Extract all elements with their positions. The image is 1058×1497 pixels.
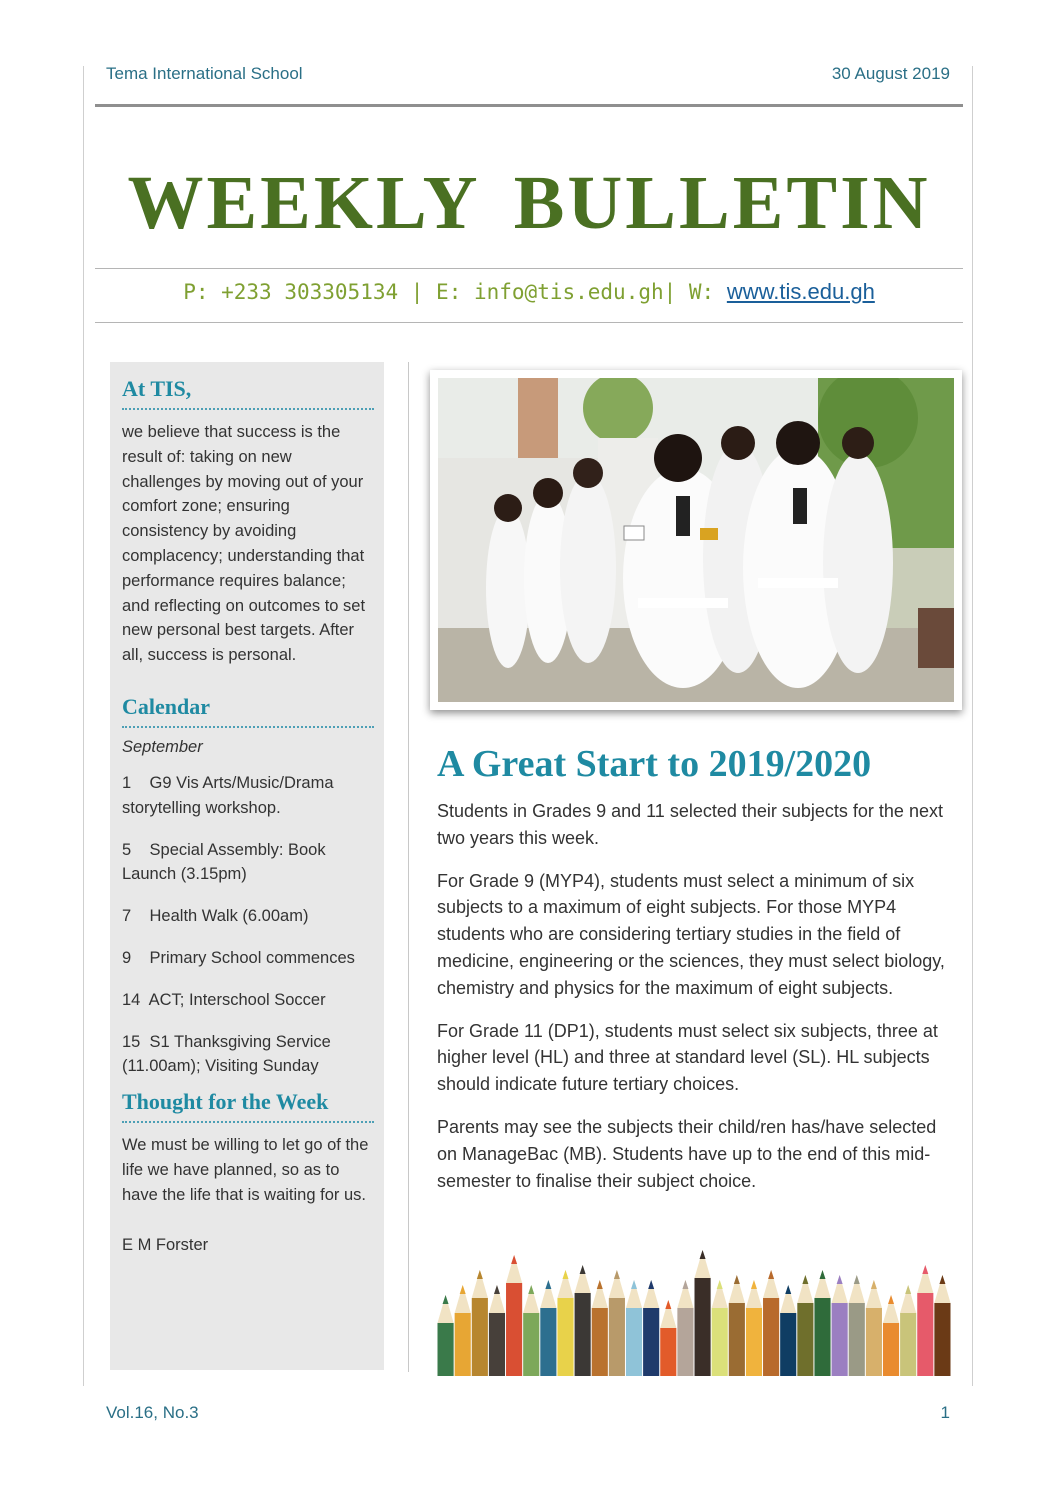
pencil: [557, 1270, 573, 1376]
article-paragraph: Students in Grades 9 and 11 selected their subjects for the next two years this week.: [437, 801, 943, 848]
pencil: [506, 1255, 522, 1376]
pencil: [780, 1285, 796, 1376]
thought-quote: We must be willing to let go of the life we have planned, so as to have the life that is waiting for us.: [122, 1136, 369, 1204]
pencil: [677, 1280, 693, 1376]
pencil: [832, 1275, 848, 1376]
calendar-item: 1 G9 Vis Arts/Music/Drama storytelling workshop.: [122, 773, 339, 817]
contact-details: P: +233 303305134 | E: info@tis.edu.gh| W:: [183, 280, 727, 304]
pencil: [575, 1265, 591, 1376]
thought-heading: Thought for the Week: [122, 1089, 374, 1123]
pencil: [438, 1295, 454, 1376]
pencil: [592, 1280, 608, 1376]
header-school-name: Tema International School: [106, 64, 303, 83]
page-edge-left: [83, 66, 84, 1386]
contact-line: [95, 279, 963, 305]
calendar-item: 9 Primary School commences: [122, 948, 355, 967]
calendar-item: 15 S1 Thanksgiving Service (11.00am); Visiting Sunday: [122, 1032, 336, 1076]
pencil: [866, 1280, 882, 1376]
pencil: [900, 1285, 916, 1376]
pencil: [729, 1275, 745, 1376]
header-rule: [95, 104, 963, 107]
at-tis-text: we believe that success is the result of: taking on new challenges by moving out of your comfort zone; ensuring consistency by avoiding complacency; understanding that performance requires balance; and reflecting on outcomes to set new personal best targets. After all, success is personal.: [122, 423, 366, 665]
pencil: [883, 1295, 899, 1376]
calendar-heading: Calendar: [122, 694, 374, 728]
calendar-item: 7 Health Walk (6.00am): [122, 907, 309, 926]
pencil: [660, 1300, 676, 1376]
photo-illustration: [438, 378, 954, 702]
coloured-pencils-illustration: [437, 1240, 951, 1376]
bulletin-title: WEEKLY BULLETIN: [127, 161, 931, 245]
pencil: [746, 1280, 762, 1376]
page-edge-right: [972, 66, 973, 1386]
pencil: [489, 1285, 505, 1376]
article-paragraph: Parents may see the subjects their child/ren has/have selected on ManageBac (MB). Students have up to the end of this mid-semester to finalise their subject choice.: [437, 1116, 937, 1191]
pencil: [797, 1275, 813, 1376]
website-link[interactable]: www.tis.edu.gh: [726, 279, 875, 304]
pencil: [643, 1280, 659, 1376]
pencil: [695, 1250, 711, 1376]
pencil: [917, 1265, 933, 1376]
pencil: [472, 1270, 488, 1376]
pencil: [523, 1285, 539, 1376]
taekwondo-photo: [430, 370, 962, 710]
pencil: [626, 1280, 642, 1376]
calendar-item: 14 ACT; Interschool Soccer: [122, 990, 326, 1009]
article-body: [437, 798, 957, 1210]
column-divider: [408, 362, 409, 1372]
sidebar: [110, 362, 384, 1370]
article-title: A Great Start to 2019/2020: [437, 743, 872, 785]
pencil: [455, 1285, 471, 1376]
pencil: [712, 1280, 728, 1376]
at-tis-heading: At TIS,: [122, 376, 374, 410]
header-date: 30 August 2019: [831, 64, 950, 83]
title-rule-bottom: [95, 322, 963, 323]
pencil: [849, 1275, 865, 1376]
calendar-item: 5 Special Assembly: Book Launch (3.15pm): [122, 840, 331, 884]
pencil: [934, 1275, 950, 1376]
thought-author: E M Forster: [122, 1235, 209, 1254]
article-paragraph: For Grade 9 (MYP4), students must select a minimum of six subjects to a maximum of eight subjects. For those MYP4 students who are considering tertiary studies in the field of medicine, engineering or the sciences, they must select biology, chemistry and physics for the maximum of eight subjects.: [437, 870, 945, 998]
calendar-month: September: [122, 737, 203, 756]
article-paragraph: For Grade 11 (DP1), students must select six subjects, three at higher level (HL) and three at standard level (SL). HL subjects should indicate future tertiary choices.: [437, 1020, 938, 1095]
pencil: [540, 1280, 556, 1376]
title-rule-top: [95, 268, 963, 269]
pencil: [609, 1270, 625, 1376]
footer-volume: Vol.16, No.3: [106, 1403, 199, 1422]
pencil: [814, 1270, 830, 1376]
footer-page-number: 1: [940, 1403, 950, 1422]
pencil: [763, 1270, 779, 1376]
